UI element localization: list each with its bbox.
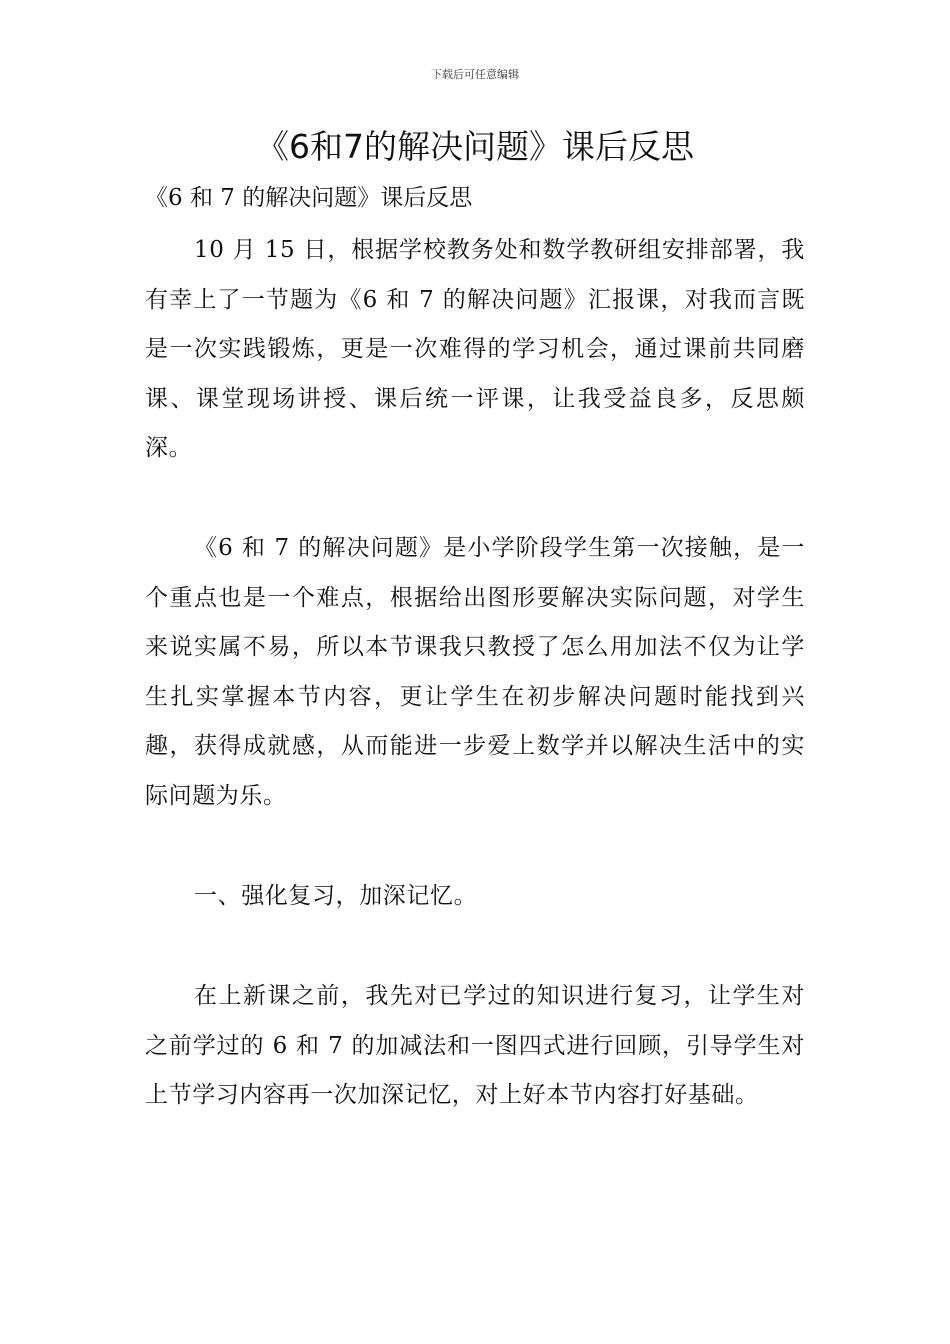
section-heading-review: 一、强化复习，加深记忆。 bbox=[194, 883, 478, 909]
document-subtitle: 《6 和 7 的解决问题》课后反思 bbox=[145, 185, 473, 211]
header-note: 下载后可任意编辑 bbox=[431, 68, 519, 81]
paragraph-review: 在上新课之前，我先对已学过的知识进行复习，让学生对之前学过的 6 和 7 的加减法和一图四式进行回顾，引导学生对上节学习内容再一次加深记忆，对上好本节内容打好基础。 bbox=[145, 983, 805, 1109]
paragraph-overview: 《6 和 7 的解决问题》是小学阶段学生第一次接触，是一个重点也是一个难点，根据给出图形要解决实际问题，对学生来说实属不易，所以本节课我只教授了怎么用加法不仅为让学生扎实掌握本节内容，更让学生在初步解决问题时能找到兴趣，获得成就感，从而能进一步爱上数学并以解决生活中的实际问题为乐。 bbox=[145, 535, 805, 809]
page-title: 《6和7的解决问题》课后反思 bbox=[256, 127, 694, 166]
paragraph-intro: 10 月 15 日，根据学校教务处和数学教研组安排部署，我有幸上了一节题为《6 和 7 的解决问题》汇报课，对我而言既是一次实践锻炼，更是一次难得的学习机会，通过课前共同磨课、课堂现场讲授、课后统一评课，让我受益良多，反思颇深。 bbox=[145, 237, 805, 462]
